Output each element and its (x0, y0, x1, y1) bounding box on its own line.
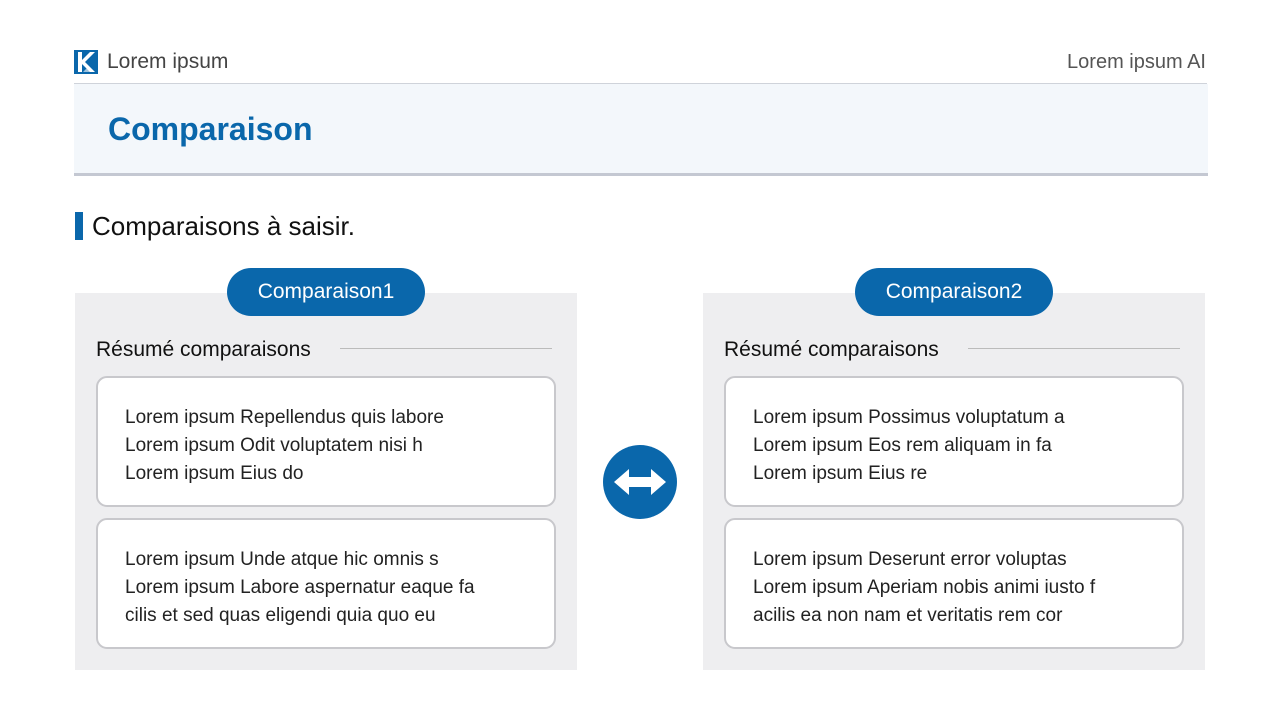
card-line: Lorem ipsum Unde atque hic omnis s (125, 549, 439, 570)
page-title: Comparaison (108, 111, 313, 147)
card-line: Lorem ipsum Aperiam nobis animi iusto f (753, 577, 1096, 598)
comparison-2-label: Comparaison2 (855, 268, 1053, 316)
comparison-1-subtitle: Résumé comparaisons (96, 338, 311, 361)
summary-card (724, 518, 1184, 649)
logo-icon (74, 50, 98, 74)
brand-name: Lorem ipsum (107, 50, 229, 73)
card-line: Lorem ipsum Eos rem aliquam in fa (753, 435, 1052, 456)
comparison-1-label: Comparaison1 (227, 268, 425, 316)
summary-card (724, 376, 1184, 507)
card-line: Lorem ipsum Odit voluptatem nisi h (125, 435, 423, 456)
card-line: Lorem ipsum Labore aspernatur eaque fa (125, 577, 475, 598)
summary-card (96, 518, 556, 649)
section-marker (75, 212, 83, 240)
subtitle-divider (968, 348, 1180, 349)
double-arrow-icon (603, 445, 677, 519)
card-line: Lorem ipsum Eius do (125, 463, 304, 484)
card-line: acilis ea non nam et veritatis rem cor (753, 605, 1063, 626)
card-line: Lorem ipsum Possimus voluptatum a (753, 407, 1065, 428)
card-line: cilis et sed quas eligendi quia quo eu (125, 605, 436, 626)
summary-card (96, 376, 556, 507)
card-line: Lorem ipsum Deserunt error voluptas (753, 549, 1067, 570)
section-title: Comparaisons à saisir. (92, 211, 355, 241)
card-line: Lorem ipsum Eius re (753, 463, 928, 484)
comparison-2-subtitle: Résumé comparaisons (724, 338, 939, 361)
card-line: Lorem ipsum Repellendus quis labore (125, 407, 444, 428)
subtitle-divider (340, 348, 552, 349)
product-name: Lorem ipsum AI (1067, 51, 1206, 73)
